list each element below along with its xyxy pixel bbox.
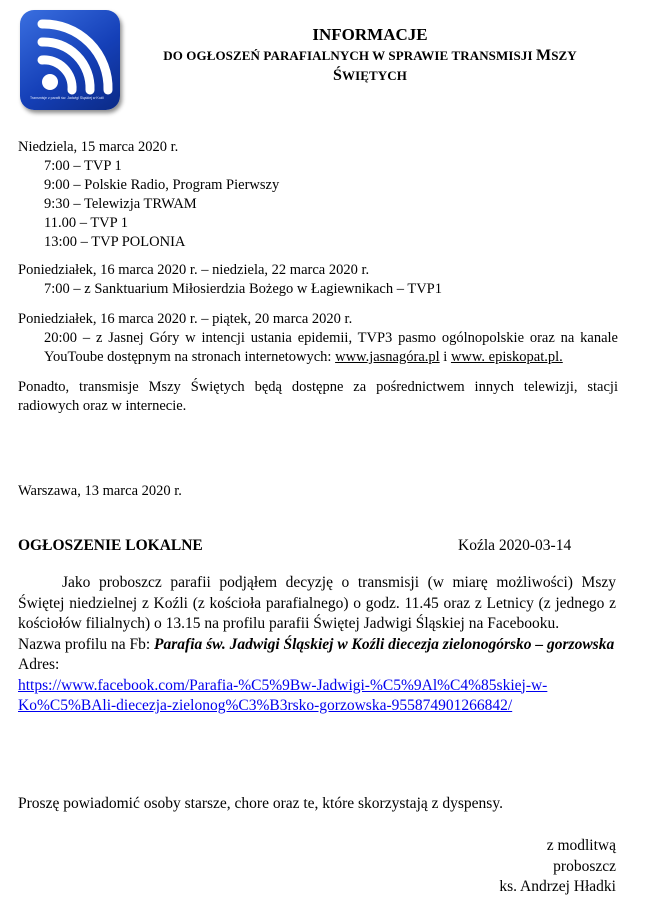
schedule-item: 7:00 – TVP 1 (44, 158, 122, 174)
header-subtitle-prefix: DO OGŁOSZEŃ PARAFIALNYCH W SPRAWIE TRANSMISJI (163, 48, 536, 63)
schedule-item: 9:00 – Polskie Radio, Program Pierwszy (44, 177, 280, 193)
schedule-item: 7:00 – z Sanktuarium Miłosierdzia Bożego w Łagiewnikach – TVP1 (44, 281, 442, 297)
extra-info: Ponadto, transmisje Mszy Świętych będą dostępne za pośrednictwem innych telewizji, stacji radiowych oraz w internecie. (18, 379, 618, 414)
sunday-heading: Niedziela, 15 marca 2020 r. (18, 139, 179, 155)
header-line3-suffix: WIĘTYCH (342, 68, 407, 83)
profile-name: Parafia św. Jadwigi Śląskiej w Koźli diecezja zielonogórsko – gorzowska (154, 635, 615, 653)
broadcast-logo (20, 10, 120, 110)
week1-heading: Poniedziałek, 16 marca 2020 r. – niedziela, 22 marca 2020 r. (18, 262, 370, 278)
week2-schedule (18, 310, 618, 367)
jasnagora-link[interactable]: www.jasnagóra.pl (335, 349, 440, 365)
local-date: Koźla 2020-03-14 (458, 537, 572, 554)
profile-label: Nazwa profilu na Fb: (18, 635, 155, 653)
week2-heading: Poniedziałek, 16 marca 2020 r. – piątek, 20 marca 2020 r. (18, 311, 353, 327)
schedule-item: 13:00 – TVP POLONIA (44, 234, 186, 250)
facebook-url-line2[interactable]: Ko%C5%BAli-diecezja-zielonog%C3%B3rsko-gorzowska-955874901266842/ (18, 697, 513, 714)
closing-note: Proszę powiadomić osoby starsze, chore oraz te, które skorzystają z dyspensy. (18, 795, 503, 812)
signature-line2: proboszcz (553, 857, 616, 875)
sunday-schedule (18, 138, 618, 252)
header-line3-big: Ś (333, 67, 342, 84)
local-announcement (18, 573, 616, 717)
signature-line3: ks. Andrzej Hładki (499, 878, 616, 895)
week2-item-text: 20:00 – z Jasnej Góry w intencji ustania epidemii, TVP3 pasmo ogólnopolskie oraz na kanale YouToube dostępnym na stronach internetowych: (44, 330, 618, 365)
header-subtitle (120, 46, 620, 66)
header-subtitle-line3 (120, 66, 620, 86)
header-subtitle-big: M (535, 47, 552, 64)
document-header (120, 24, 620, 86)
facebook-link[interactable] (18, 676, 616, 717)
link-joiner: i (439, 349, 451, 365)
header-subtitle-suffix: SZY (551, 48, 577, 63)
signature-line1: z modlitwą (546, 837, 616, 854)
local-title: OGŁOSZENIE LOKALNE (18, 537, 203, 554)
episkopat-link[interactable]: www. episkopat.pl. (450, 349, 563, 365)
address-label: Adres: (18, 656, 60, 673)
logo-caption: Transmisje z parafii św. Jadwigi Śląskiej w Koźli (30, 96, 104, 100)
signature (499, 836, 616, 898)
header-title: INFORMACJE (312, 25, 428, 44)
schedule-item (18, 329, 618, 367)
local-paragraph: Jako proboszcz parafii podjąłem decyzję o transmisji (w miarę możliwości) Mszy Świętej niedzielnej z Koźli (z kościoła parafialnego) o godz. 11.45 oraz z Letnicy (z jednego z kościołów filialnych) o 13.15 na profilu parafii Świętej Jadwigi Śląskiej na Facebooku. (18, 574, 616, 632)
week1-schedule (18, 261, 618, 299)
facebook-url-line1[interactable]: https://www.facebook.com/Parafia-%C5%9Bw-Jadwigi-%C5%9Al%C4%85skiej-w- (18, 676, 548, 694)
schedule-item: 9:30 – Telewizja TRWAM (44, 196, 197, 212)
broadcast-signal-icon (20, 10, 120, 110)
schedule-item: 11.00 – TVP 1 (44, 215, 129, 231)
profile-line (18, 635, 616, 656)
place-date: Warszawa, 13 marca 2020 r. (18, 483, 182, 499)
